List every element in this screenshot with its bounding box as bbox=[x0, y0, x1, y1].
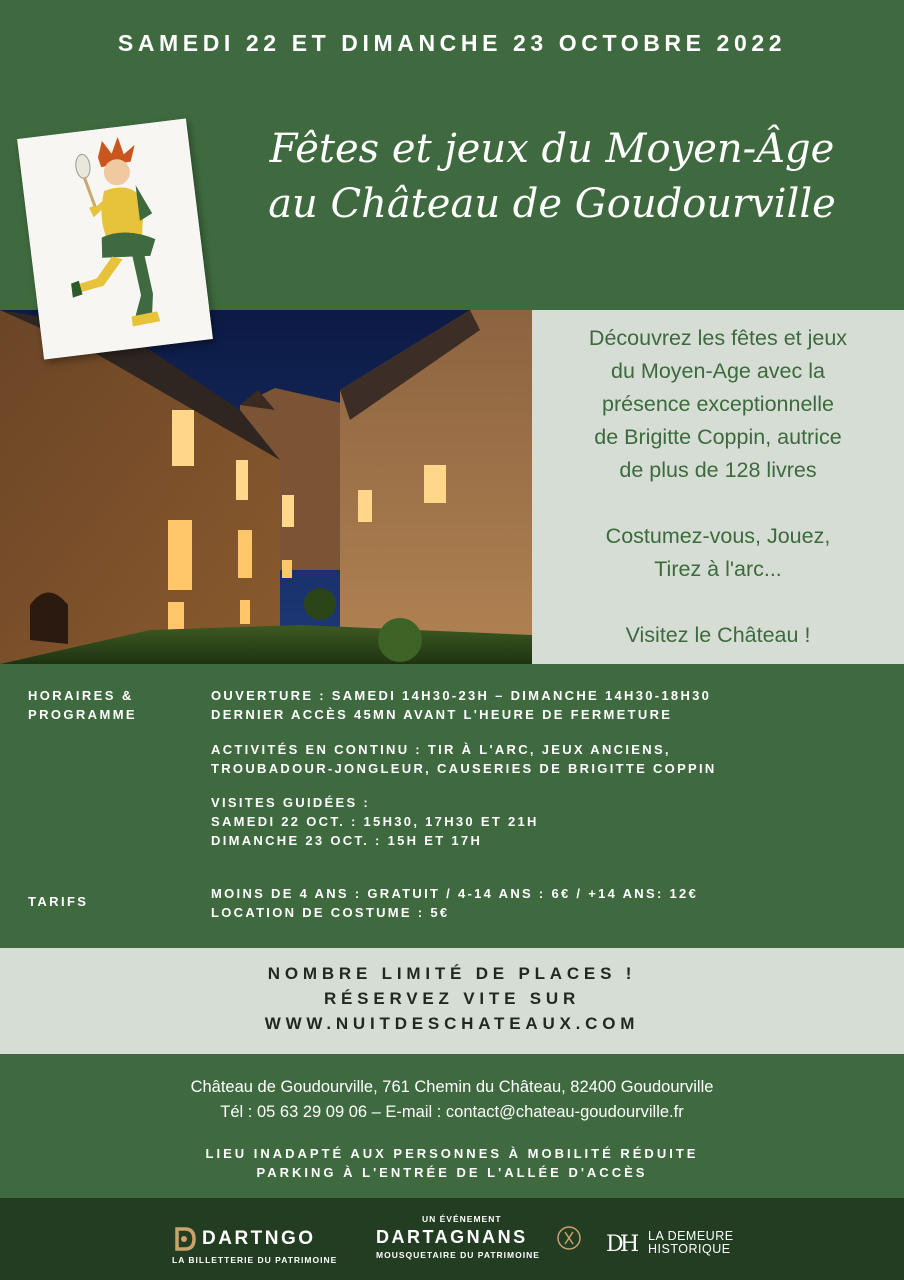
jester-illustration bbox=[17, 118, 213, 359]
svg-text:H: H bbox=[620, 1232, 640, 1256]
booking-banner bbox=[0, 948, 904, 1054]
promo-line: Visitez le Château ! bbox=[625, 623, 811, 647]
promo-line: du Moyen-Age avec la bbox=[611, 359, 825, 383]
chateau-photo bbox=[0, 310, 532, 664]
tarifs-text: MOINS DE 4 ANS : GRATUIT / 4-14 ANS : 6€ / +14 ANS: 12€ LOCATION DE COSTUME : 5€ bbox=[211, 886, 699, 920]
visites-text: VISITES GUIDÉES : SAMEDI 22 OCT. : 15H30, 17H30 ET 21H DIMANCHE 23 OCT. : 15H ET 17H bbox=[211, 795, 539, 848]
demeure-historique-logo-icon bbox=[606, 1230, 640, 1256]
dartngo-name: DARTNGO bbox=[202, 1228, 316, 1249]
demeure-text: LA DEMEURE HISTORIQUE bbox=[648, 1229, 734, 1256]
promo-line: Découvrez les fêtes et jeux bbox=[588, 326, 848, 350]
dartagnans-name: DARTAGNANS bbox=[376, 1227, 528, 1247]
booking-url[interactable]: WWW.NUITDESCHATEAUX.COM bbox=[264, 1014, 640, 1033]
ouverture-text: OUVERTURE : SAMEDI 14H30-23H – DIMANCHE 14H30-18H30 DERNIER ACCÈS 45MN AVANT L'HEURE DE FERMETURE bbox=[211, 688, 712, 722]
promo-line: Tirez à l'arc... bbox=[654, 557, 782, 581]
event-date: SAMEDI 22 ET DIMANCHE 23 OCTOBRE 2022 bbox=[117, 30, 787, 56]
title-line-1: Fêtes et jeux du Moyen-Âge bbox=[269, 126, 835, 172]
footer bbox=[0, 1198, 904, 1280]
notice-line: LIEU INADAPTÉ AUX PERSONNES À MOBILITÉ RÉDUITE bbox=[205, 1146, 699, 1161]
promo-line: présence exceptionnelle bbox=[602, 392, 834, 416]
dartngo-logo-icon bbox=[174, 1226, 196, 1252]
notices bbox=[0, 1144, 904, 1182]
promo-panel bbox=[532, 310, 904, 664]
contact-block bbox=[0, 1075, 904, 1125]
event-title bbox=[232, 122, 872, 232]
horaires-label: HORAIRES & PROGRAMME bbox=[28, 688, 137, 722]
promo-line: de plus de 128 livres bbox=[619, 458, 817, 482]
phone-email[interactable]: Tél : 05 63 29 09 06 – E-mail : contact@chateau-goudourville.fr bbox=[220, 1103, 684, 1121]
address: Château de Goudourville, 761 Chemin du Château, 82400 Goudourville bbox=[190, 1078, 714, 1096]
booking-line: RÉSERVEZ VITE SUR bbox=[323, 989, 581, 1008]
info-section bbox=[0, 664, 904, 948]
svg-text:D: D bbox=[606, 1232, 624, 1256]
tarifs-label: TARIFS bbox=[28, 894, 89, 909]
dartagnans-tagline: MOUSQUETAIRE DU PATRIMOINE bbox=[376, 1250, 540, 1260]
activites-text: ACTIVITÉS EN CONTINU : TIR À L'ARC, JEUX ANCIENS, TROUBADOUR-JONGLEUR, CAUSERIES DE BRIGITTE COPPIN bbox=[211, 742, 717, 776]
notice-line: PARKING À L'ENTRÉE DE L'ALLÉE D'ACCÈS bbox=[256, 1165, 648, 1180]
dartagnans-logo-icon bbox=[556, 1225, 582, 1251]
dartagnans-pre: UN ÉVÉNEMENT bbox=[422, 1214, 502, 1224]
promo-line: de Brigitte Coppin, autrice bbox=[594, 425, 842, 449]
booking-line: NOMBRE LIMITÉ DE PLACES ! bbox=[267, 964, 637, 983]
dartngo-tagline: LA BILLETTERIE DU PATRIMOINE bbox=[172, 1255, 338, 1265]
title-line-2: au Château de Goudourville bbox=[268, 181, 836, 227]
promo-line: Costumez-vous, Jouez, bbox=[605, 524, 831, 548]
